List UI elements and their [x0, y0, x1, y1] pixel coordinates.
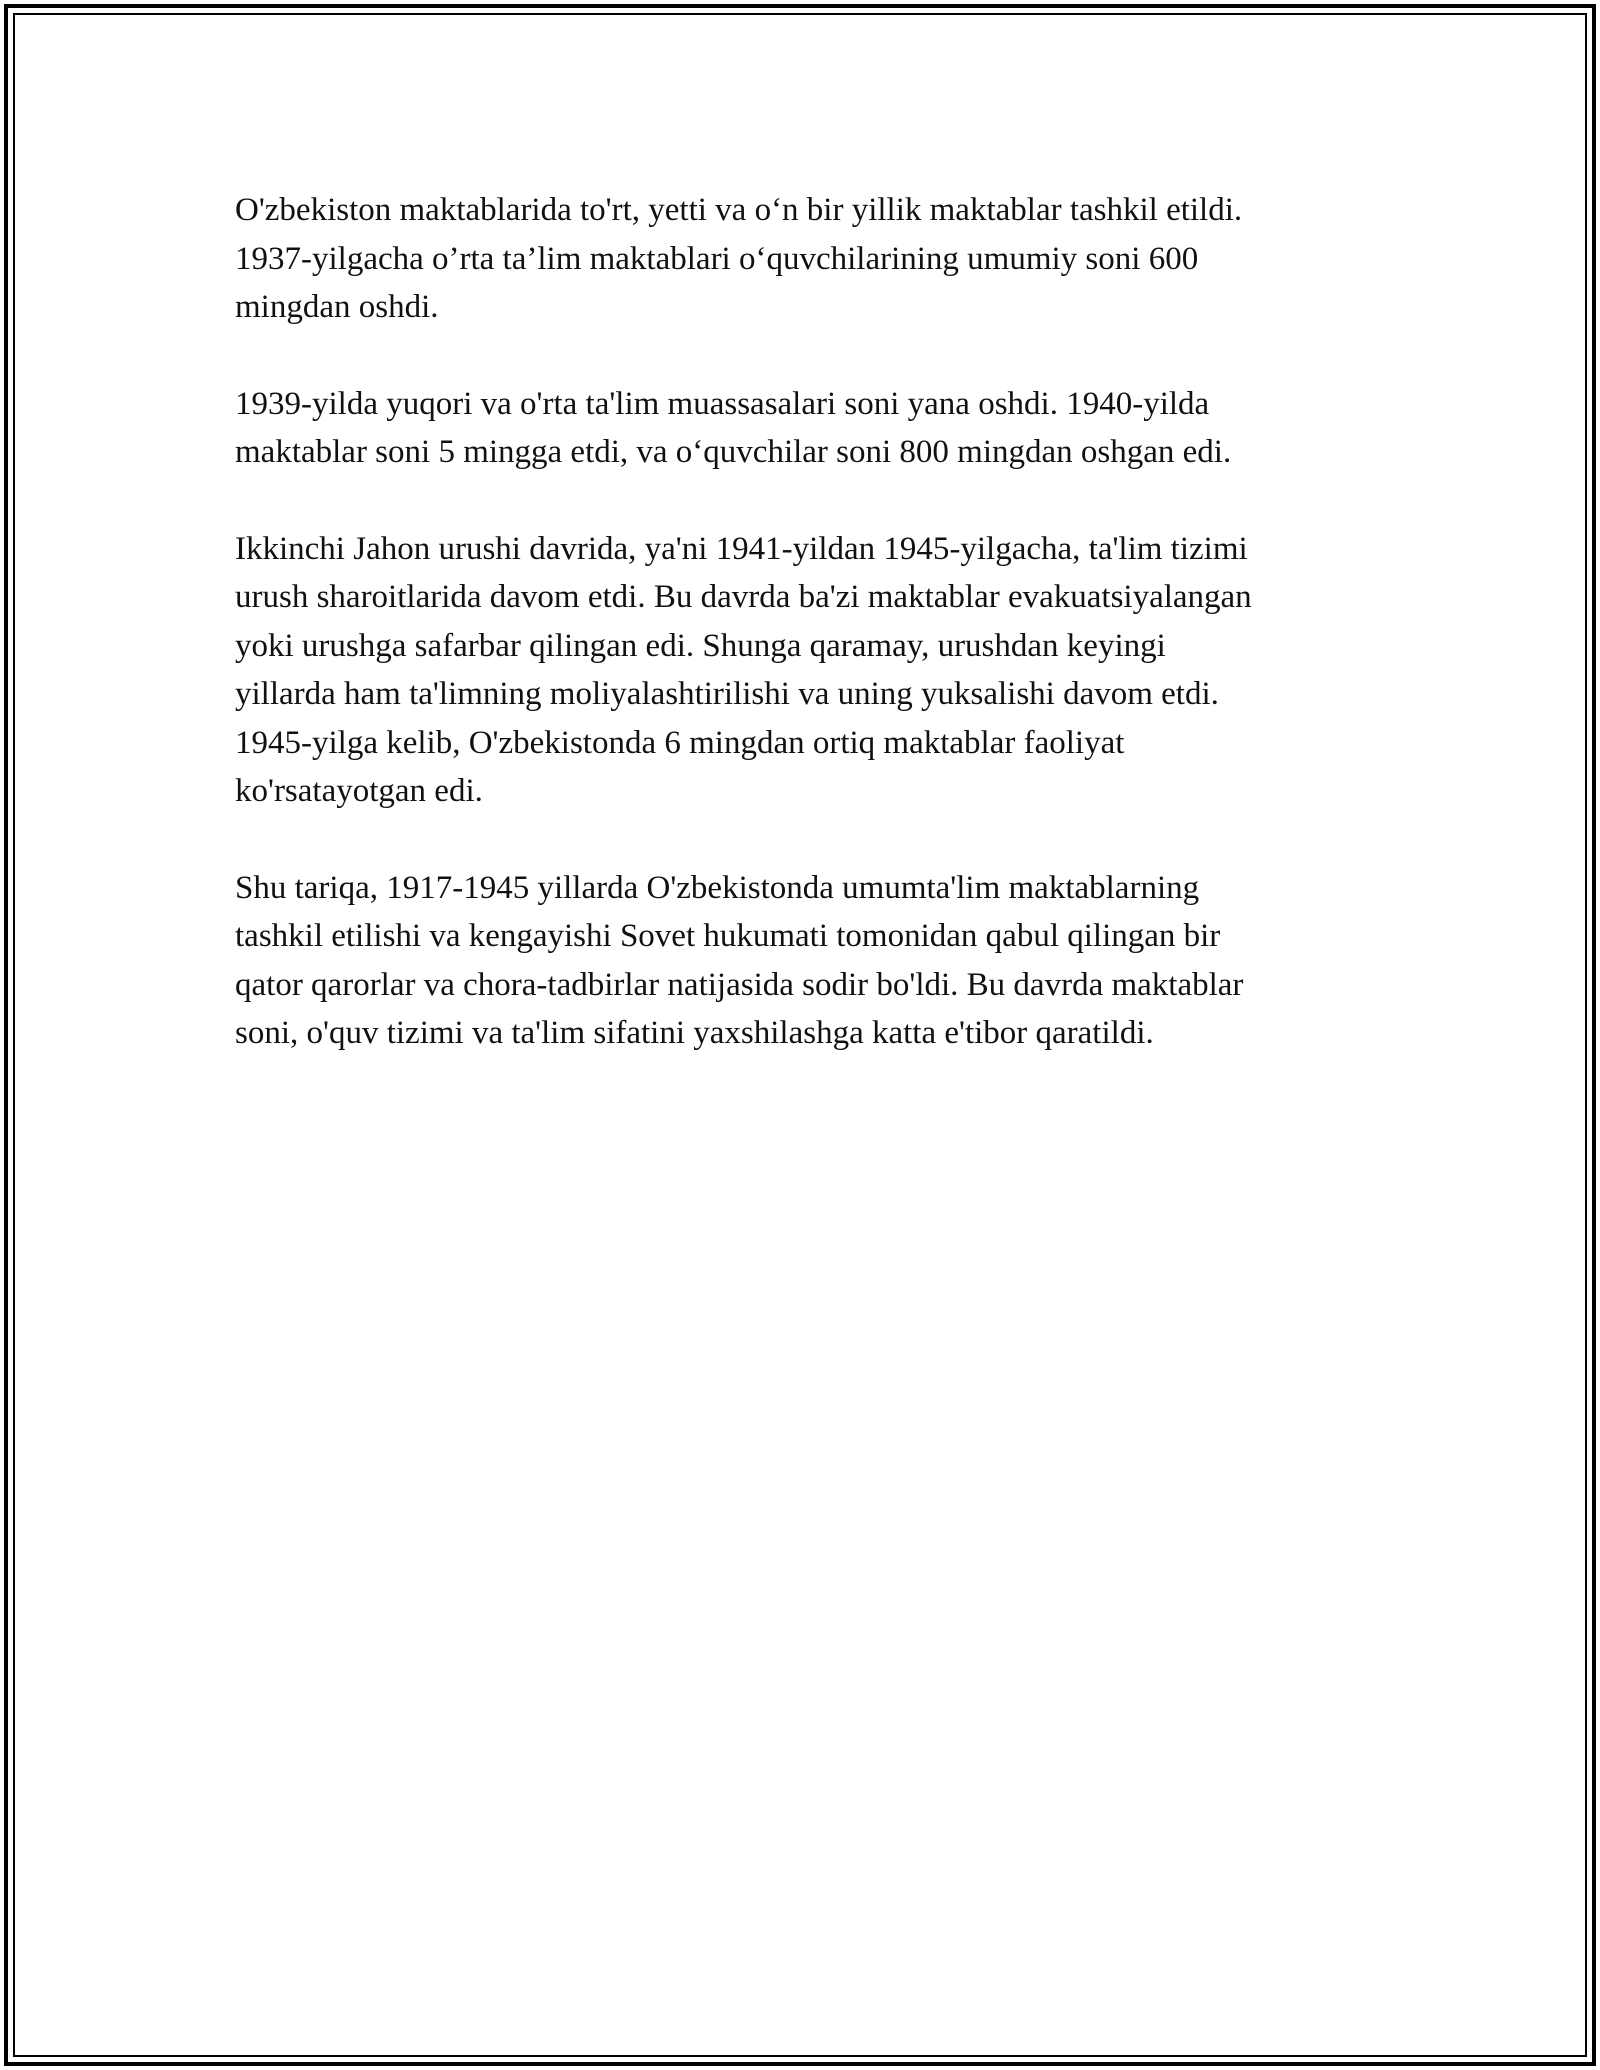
paragraph-school-types: O'zbekiston maktablarida to'rt, yetti va o‘n bir yillik maktablar tashkil etildi. 1937-yilgacha o’rta ta’lim maktablari o‘quvchilarining umumiy soni 600 mingdan oshdi.	[235, 192, 1243, 325]
paragraph-conclusion: Shu tariqa, 1917-1945 yillarda O'zbekistonda umumta'lim maktablarning tashkil etilishi va kengayishi Sovet hukumati tomonidan qabul qilingan bir qator qarorlar va chora-tadbirlar natijasida sodir bo'ldi. Bu davrda maktablar soni, o'quv tizimi va ta'lim sifatini yaxshilashga katta e'tibor qaratildi.	[235, 869, 1244, 1051]
paragraph-world-war-two: Ikkinchi Jahon urushi davrida, ya'ni 1941-yildan 1945-yilgacha, ta'lim tizimi urush sharoitlarida davom etdi. Bu davrda ba'zi maktablar evakuatsiyalangan yoki urushga safarbar qilingan edi. Shunga qaramay, urushdan keyingi yillarda ham ta'limning moliyalashtirilishi va uning yuksalishi davom etdi. 1945-yilga kelib, O'zbekistonda 6 mingdan ortiq maktablar faoliyat ko'rsatayotgan edi.	[235, 530, 1252, 809]
document-body	[235, 186, 1385, 1106]
paragraph-1939-1940-growth: 1939-yilda yuqori va o'rta ta'lim muassasalari soni yana oshdi. 1940-yilda maktablar soni 5 mingga etdi, va o‘quvchilar soni 800 mingdan oshgan edi.	[235, 385, 1232, 470]
